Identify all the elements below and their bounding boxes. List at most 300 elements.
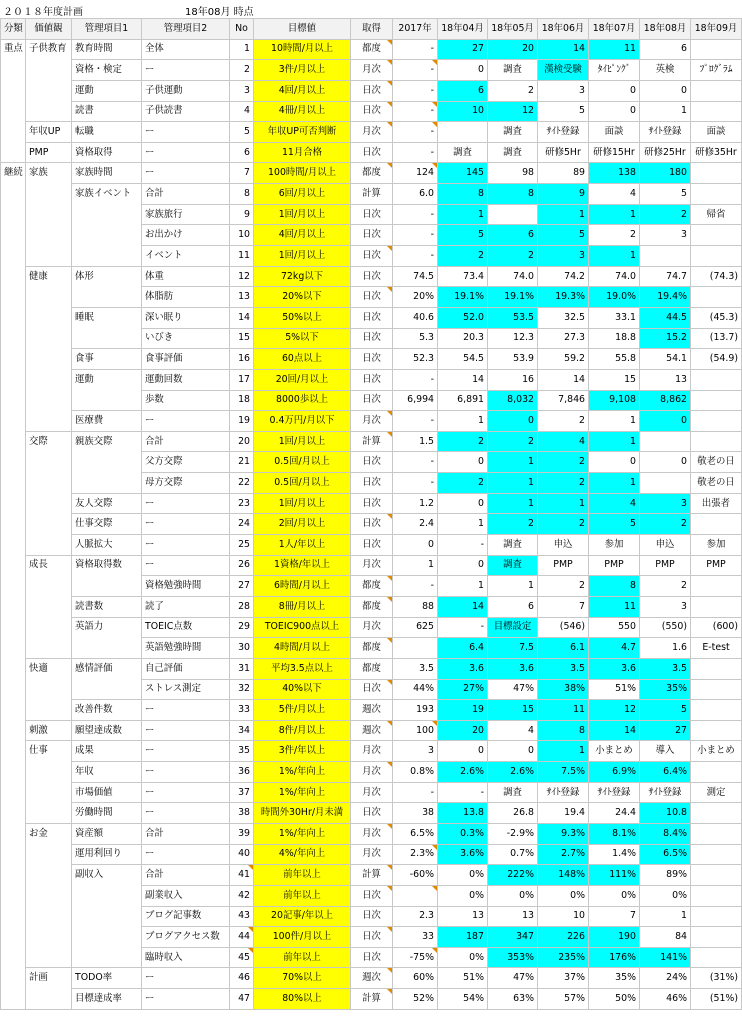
month-cell: 3.6 — [488, 658, 538, 679]
target-cell: 1%/年向上 — [254, 823, 351, 844]
month-cell: 2 — [538, 452, 589, 473]
month-cell: 74.2 — [538, 266, 589, 287]
item2-cell: ー — [142, 782, 230, 803]
month-cell: - — [438, 617, 488, 638]
table-row — [1, 349, 742, 370]
no-cell: 32 — [230, 679, 254, 700]
item2-cell: ー — [142, 720, 230, 741]
month-cell: 8 — [488, 184, 538, 205]
acquire-cell: 週次 — [351, 700, 393, 721]
item1-cell — [72, 204, 142, 225]
acquire-cell: 月次 — [351, 823, 393, 844]
no-cell: 19 — [230, 411, 254, 432]
value-cell — [26, 101, 72, 122]
target-cell: 2回/月以上 — [254, 514, 351, 535]
item2-cell: 英語勉強時間 — [142, 638, 230, 659]
month-cell: 3 — [640, 493, 691, 514]
value-cell — [26, 927, 72, 948]
month-cell: 145 — [438, 163, 488, 184]
y2017-cell: - — [393, 411, 438, 432]
y2017-cell: - — [393, 225, 438, 246]
month-cell: 調査 — [488, 142, 538, 163]
month-cell: 0 — [589, 101, 640, 122]
no-cell: 9 — [230, 204, 254, 225]
category-cell — [1, 184, 26, 205]
month-cell: 0% — [438, 947, 488, 968]
category-cell — [1, 473, 26, 494]
acquire-cell: 日次 — [351, 535, 393, 556]
item1-cell: 資格取得 — [72, 142, 142, 163]
item2-cell: ー — [142, 535, 230, 556]
item2-cell: 合計 — [142, 431, 230, 452]
month-cell: 16 — [488, 369, 538, 390]
month-cell: 35% — [589, 968, 640, 989]
target-cell: 1資格/年以上 — [254, 555, 351, 576]
item2-cell: 自己評価 — [142, 658, 230, 679]
y2017-cell: 1.2 — [393, 493, 438, 514]
col-header: 価値観 — [26, 19, 72, 40]
month-cell: 44.5 — [640, 307, 691, 328]
no-cell: 34 — [230, 720, 254, 741]
target-cell: 0.4万円/月以下 — [254, 411, 351, 432]
acquire-cell: 都度 — [351, 576, 393, 597]
acquire-cell: 月次 — [351, 555, 393, 576]
category-cell — [1, 968, 26, 989]
month-cell: 89% — [640, 865, 691, 886]
value-cell — [26, 535, 72, 556]
month-cell: PMP — [589, 555, 640, 576]
month-cell: 小まとめ — [589, 741, 640, 762]
no-cell: 43 — [230, 906, 254, 927]
item2-cell: 体重 — [142, 266, 230, 287]
month-cell: 7.5% — [538, 762, 589, 783]
col-header: 18年04月 — [438, 19, 488, 40]
value-cell — [26, 204, 72, 225]
month-cell: 8 — [589, 576, 640, 597]
month-cell: 176% — [589, 947, 640, 968]
table-row — [1, 762, 742, 783]
item1-cell: TODO率 — [72, 968, 142, 989]
target-cell: 0.5回/月以上 — [254, 452, 351, 473]
table-row — [1, 555, 742, 576]
no-cell: 5 — [230, 122, 254, 143]
y2017-cell: - — [393, 60, 438, 81]
no-cell: 8 — [230, 184, 254, 205]
y2017-cell: 2.3% — [393, 844, 438, 865]
month-cell: 申込 — [640, 535, 691, 556]
month-cell: 1 — [640, 101, 691, 122]
target-cell: 4回/月以上 — [254, 80, 351, 101]
item1-cell: 人脈拡大 — [72, 535, 142, 556]
item2-cell: 父方交際 — [142, 452, 230, 473]
month-cell: 2 — [438, 473, 488, 494]
month-cell: 2 — [538, 411, 589, 432]
month-cell: (31%) — [691, 968, 742, 989]
table-row — [1, 844, 742, 865]
target-cell: 1回/月以上 — [254, 493, 351, 514]
acquire-cell: 都度 — [351, 596, 393, 617]
month-cell: 13 — [488, 906, 538, 927]
month-cell: 19.1% — [488, 287, 538, 308]
month-cell: 1.6 — [640, 638, 691, 659]
month-cell — [691, 369, 742, 390]
value-cell: 健康 — [26, 266, 72, 287]
y2017-cell: 1.5 — [393, 431, 438, 452]
target-cell: 4%/年向上 — [254, 844, 351, 865]
month-cell: 0 — [640, 452, 691, 473]
month-cell: 11 — [538, 700, 589, 721]
item2-cell: 資格勉強時間 — [142, 576, 230, 597]
month-cell: 6 — [488, 225, 538, 246]
category-cell — [1, 679, 26, 700]
month-cell: 74.0 — [589, 266, 640, 287]
month-cell — [691, 906, 742, 927]
month-cell: (51%) — [691, 989, 742, 1010]
target-cell: 4時間/月以上 — [254, 638, 351, 659]
month-cell: PMP — [640, 555, 691, 576]
month-cell: 20.3 — [438, 328, 488, 349]
month-cell: 1 — [538, 204, 589, 225]
month-cell: 18.8 — [589, 328, 640, 349]
no-cell: 14 — [230, 307, 254, 328]
month-cell: 0 — [438, 452, 488, 473]
no-cell: 35 — [230, 741, 254, 762]
month-cell: 5 — [640, 700, 691, 721]
item1-cell: 改善件数 — [72, 700, 142, 721]
table-row — [1, 142, 742, 163]
y2017-cell: 625 — [393, 617, 438, 638]
acquire-cell: 日次 — [351, 947, 393, 968]
category-cell — [1, 762, 26, 783]
month-cell: ﾌﾟﾛｸﾞﾗﾑ — [691, 60, 742, 81]
value-cell: お金 — [26, 823, 72, 844]
value-cell — [26, 60, 72, 81]
item2-cell: 食事評価 — [142, 349, 230, 370]
month-cell: 3.6% — [438, 844, 488, 865]
y2017-cell: - — [393, 122, 438, 143]
table-row — [1, 122, 742, 143]
category-cell — [1, 493, 26, 514]
target-cell: 100時間/月以上 — [254, 163, 351, 184]
item1-cell — [72, 906, 142, 927]
target-cell: 1回/月以上 — [254, 246, 351, 267]
item2-cell: 副業収入 — [142, 885, 230, 906]
month-cell: 1 — [438, 204, 488, 225]
month-cell — [691, 658, 742, 679]
month-cell: 6.4% — [640, 762, 691, 783]
month-cell: 9.3% — [538, 823, 589, 844]
table-row — [1, 411, 742, 432]
item1-cell: 労働時間 — [72, 803, 142, 824]
month-cell: 1 — [438, 514, 488, 535]
y2017-cell: 5.3 — [393, 328, 438, 349]
acquire-cell: 日次 — [351, 349, 393, 370]
acquire-cell: 日次 — [351, 452, 393, 473]
table-row — [1, 266, 742, 287]
value-cell: 刺激 — [26, 720, 72, 741]
value-cell — [26, 947, 72, 968]
value-cell — [26, 328, 72, 349]
month-cell: 1 — [589, 246, 640, 267]
month-cell: 0 — [438, 60, 488, 81]
no-cell: 29 — [230, 617, 254, 638]
y2017-cell: - — [393, 101, 438, 122]
table-row — [1, 968, 742, 989]
month-cell: 8.1% — [589, 823, 640, 844]
category-cell — [1, 617, 26, 638]
month-cell: 0% — [488, 885, 538, 906]
month-cell: 2.6% — [438, 762, 488, 783]
category-cell — [1, 60, 26, 81]
item1-cell: 資格取得数 — [72, 555, 142, 576]
no-cell: 26 — [230, 555, 254, 576]
month-cell — [691, 184, 742, 205]
no-cell: 13 — [230, 287, 254, 308]
month-cell: 74.7 — [640, 266, 691, 287]
acquire-cell: 月次 — [351, 122, 393, 143]
no-cell: 36 — [230, 762, 254, 783]
acquire-cell: 都度 — [351, 638, 393, 659]
month-cell: 47% — [488, 679, 538, 700]
item1-cell: 睡眠 — [72, 307, 142, 328]
item2-cell: ー — [142, 163, 230, 184]
table-row — [1, 947, 742, 968]
month-cell: 10 — [438, 101, 488, 122]
value-cell — [26, 638, 72, 659]
target-cell: 40%以下 — [254, 679, 351, 700]
category-cell — [1, 328, 26, 349]
month-cell: 51% — [589, 679, 640, 700]
no-cell: 41 — [230, 865, 254, 886]
y2017-cell: 52.3 — [393, 349, 438, 370]
y2017-cell: 38 — [393, 803, 438, 824]
month-cell: 3 — [640, 225, 691, 246]
item1-cell: 家族イベント — [72, 184, 142, 205]
category-cell — [1, 720, 26, 741]
month-cell — [691, 390, 742, 411]
month-cell: 55.8 — [589, 349, 640, 370]
item2-cell: ー — [142, 762, 230, 783]
col-header: 取得 — [351, 19, 393, 40]
item1-cell: 成果 — [72, 741, 142, 762]
table-row — [1, 514, 742, 535]
acquire-cell: 日次 — [351, 204, 393, 225]
item1-cell: 読書 — [72, 101, 142, 122]
month-cell: 27 — [640, 720, 691, 741]
month-cell: 19.4% — [640, 287, 691, 308]
value-cell — [26, 782, 72, 803]
target-cell: 時間外30Hr/月未満 — [254, 803, 351, 824]
month-cell: 2 — [640, 204, 691, 225]
month-cell: 8,862 — [640, 390, 691, 411]
value-cell — [26, 369, 72, 390]
category-cell — [1, 246, 26, 267]
month-cell: 参加 — [589, 535, 640, 556]
month-cell: 19 — [438, 700, 488, 721]
month-cell: 4.7 — [589, 638, 640, 659]
item2-cell: ー — [142, 555, 230, 576]
no-cell: 2 — [230, 60, 254, 81]
month-cell: (546) — [538, 617, 589, 638]
item1-cell — [72, 638, 142, 659]
item2-cell: ー — [142, 122, 230, 143]
month-cell: 148% — [538, 865, 589, 886]
month-cell — [640, 431, 691, 452]
table-row — [1, 638, 742, 659]
target-cell: 60点以上 — [254, 349, 351, 370]
item1-cell: 願望達成数 — [72, 720, 142, 741]
y2017-cell: - — [393, 204, 438, 225]
target-cell: 8000歩以上 — [254, 390, 351, 411]
category-cell — [1, 225, 26, 246]
acquire-cell: 計算 — [351, 865, 393, 886]
col-header: 分類 — [1, 19, 26, 40]
item1-cell — [72, 328, 142, 349]
month-cell: 1.4% — [589, 844, 640, 865]
y2017-cell: 3.5 — [393, 658, 438, 679]
y2017-cell: 74.5 — [393, 266, 438, 287]
month-cell: 24.4 — [589, 803, 640, 824]
category-cell — [1, 307, 26, 328]
acquire-cell: 日次 — [351, 307, 393, 328]
no-cell: 7 — [230, 163, 254, 184]
month-cell: 6,891 — [438, 390, 488, 411]
category-cell — [1, 122, 26, 143]
month-cell: 1 — [589, 204, 640, 225]
month-cell: 6 — [438, 80, 488, 101]
item1-cell: 体形 — [72, 266, 142, 287]
month-cell: 12 — [589, 700, 640, 721]
table-row — [1, 493, 742, 514]
month-cell — [691, 865, 742, 886]
value-cell — [26, 452, 72, 473]
category-cell — [1, 535, 26, 556]
month-cell: 0.3% — [438, 823, 488, 844]
target-cell: 5%以下 — [254, 328, 351, 349]
category-cell: 重点 — [1, 39, 26, 60]
month-cell: 調査 — [488, 535, 538, 556]
item2-cell: 子供読書 — [142, 101, 230, 122]
y2017-cell: 33 — [393, 927, 438, 948]
target-cell: 4回/月以上 — [254, 225, 351, 246]
acquire-cell: 日次 — [351, 679, 393, 700]
item1-cell — [72, 452, 142, 473]
item1-cell: 運動 — [72, 369, 142, 390]
category-cell — [1, 927, 26, 948]
item2-cell: ー — [142, 844, 230, 865]
acquire-cell: 日次 — [351, 369, 393, 390]
month-cell — [691, 927, 742, 948]
month-cell — [691, 700, 742, 721]
month-cell: 13 — [438, 906, 488, 927]
month-cell: 226 — [538, 927, 589, 948]
item1-cell — [72, 473, 142, 494]
month-cell: 46% — [640, 989, 691, 1010]
no-cell: 16 — [230, 349, 254, 370]
month-cell: 13 — [640, 369, 691, 390]
acquire-cell: 日次 — [351, 493, 393, 514]
value-cell — [26, 596, 72, 617]
month-cell — [691, 246, 742, 267]
month-cell: 20 — [438, 720, 488, 741]
item2-cell: ー — [142, 142, 230, 163]
y2017-cell: 3 — [393, 741, 438, 762]
table-row — [1, 700, 742, 721]
y2017-cell: 2.4 — [393, 514, 438, 535]
category-cell — [1, 576, 26, 597]
month-cell: 353% — [488, 947, 538, 968]
month-cell: 89 — [538, 163, 589, 184]
item2-cell: 母方交際 — [142, 473, 230, 494]
header-row — [1, 19, 742, 40]
item1-cell — [72, 885, 142, 906]
acquire-cell: 計算 — [351, 184, 393, 205]
target-cell: 72kg以下 — [254, 266, 351, 287]
month-cell: 7,846 — [538, 390, 589, 411]
item1-cell: 資産額 — [72, 823, 142, 844]
month-cell: (13.7) — [691, 328, 742, 349]
y2017-cell: -75% — [393, 947, 438, 968]
y2017-cell: 60% — [393, 968, 438, 989]
month-cell: 目標設定 — [488, 617, 538, 638]
month-cell: -2.9% — [488, 823, 538, 844]
item2-cell: ー — [142, 989, 230, 1010]
target-cell: TOEIC900点以上 — [254, 617, 351, 638]
col-header: 2017年 — [393, 19, 438, 40]
month-cell: 7 — [538, 596, 589, 617]
item1-cell: 市場価値 — [72, 782, 142, 803]
table-row — [1, 369, 742, 390]
month-cell: 4 — [488, 720, 538, 741]
month-cell: 141% — [640, 947, 691, 968]
month-cell: 14 — [538, 369, 589, 390]
y2017-cell: 6,994 — [393, 390, 438, 411]
month-cell: 4 — [538, 431, 589, 452]
y2017-cell: 2.3 — [393, 906, 438, 927]
category-cell — [1, 700, 26, 721]
table-row — [1, 101, 742, 122]
month-cell: 1 — [538, 493, 589, 514]
item1-cell — [72, 390, 142, 411]
month-cell: PMP — [538, 555, 589, 576]
month-cell: 参加 — [691, 535, 742, 556]
value-cell — [26, 287, 72, 308]
category-cell — [1, 741, 26, 762]
as-of-label: 18年08月 時点 — [185, 7, 254, 18]
month-cell: 32.5 — [538, 307, 589, 328]
y2017-cell: 100 — [393, 720, 438, 741]
item1-cell: 資格・検定 — [72, 60, 142, 81]
month-cell: 2 — [488, 246, 538, 267]
value-cell — [26, 762, 72, 783]
target-cell: 1回/月以上 — [254, 431, 351, 452]
month-cell: 0 — [488, 411, 538, 432]
value-cell: 快適 — [26, 658, 72, 679]
value-cell: 成長 — [26, 555, 72, 576]
y2017-cell: 193 — [393, 700, 438, 721]
no-cell: 6 — [230, 142, 254, 163]
table-row — [1, 989, 742, 1010]
item2-cell: ブログ記事数 — [142, 906, 230, 927]
month-cell: 1 — [538, 741, 589, 762]
target-cell: 6回/月以上 — [254, 184, 351, 205]
item2-cell: 合計 — [142, 184, 230, 205]
target-cell: 50%以上 — [254, 307, 351, 328]
month-cell: 調査 — [488, 555, 538, 576]
acquire-cell: 日次 — [351, 885, 393, 906]
item2-cell: イベント — [142, 246, 230, 267]
month-cell: 19.4 — [538, 803, 589, 824]
